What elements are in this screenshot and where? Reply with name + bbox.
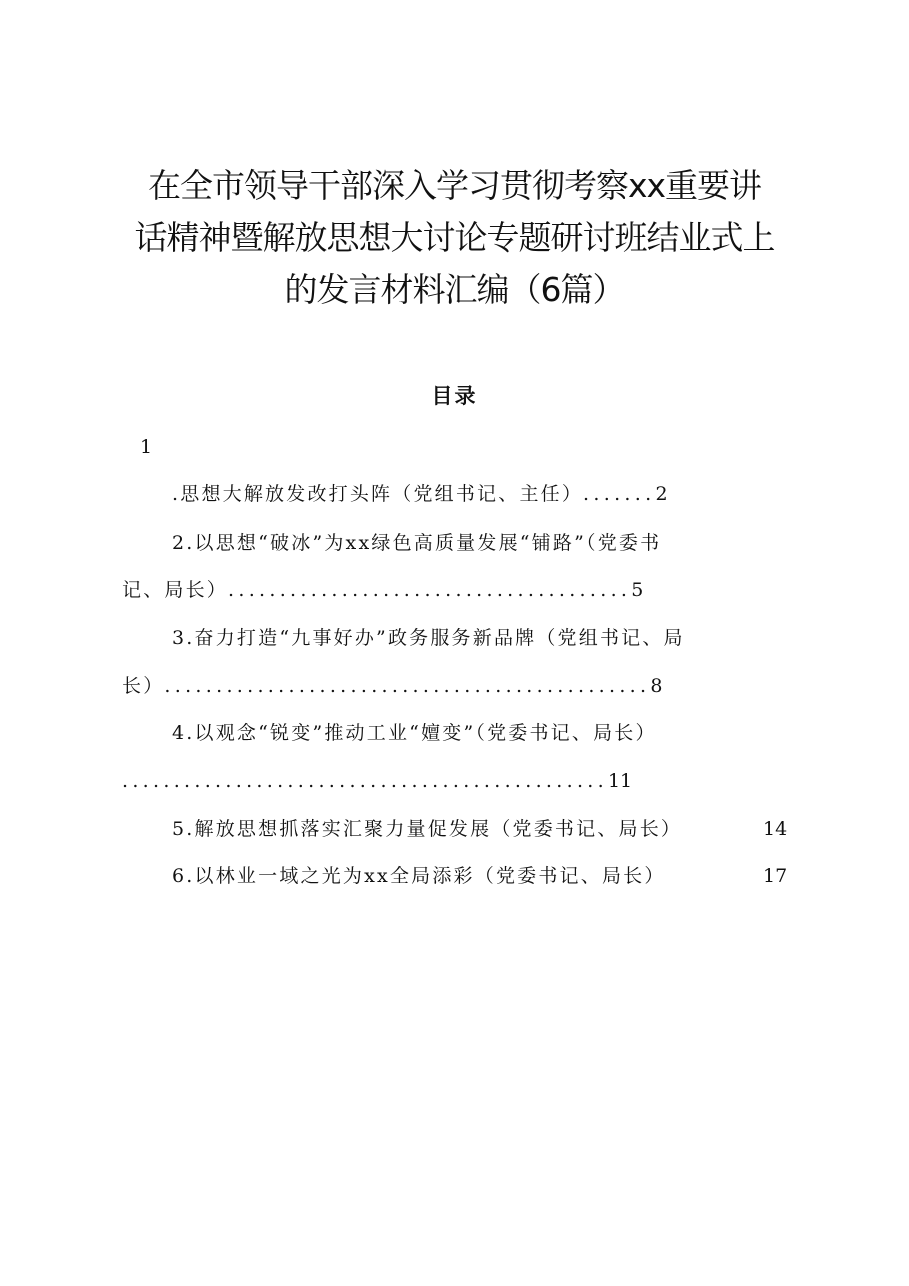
toc-page-number: 11 [607,770,633,792]
toc-entry-4-continuation[interactable] [122,769,632,793]
toc-entry-3-continuation[interactable] [122,674,662,698]
toc-entry-title: 2.以思想“破冰”为xx绿色高质量发展“铺路”（党委书 [172,532,662,554]
toc-page-number: 17 [763,865,788,887]
toc-leader-dots: ............................................... [164,675,651,697]
stray-page-marker: 1 [140,436,153,458]
title-line-3: 的发言材料汇编（6篇） [284,270,625,309]
toc-page-number: 8 [650,675,663,697]
toc-entry-6-page [763,864,787,888]
toc-heading: 目录 [431,383,478,408]
toc-leader-dots: ............................................... [122,770,608,792]
toc-entry-title: .思想大解放发改打头阵（党组书记、主任） [172,483,584,505]
toc-entry-2[interactable] [172,531,661,555]
toc-entry-title: 5.解放思想抓落实汇聚力量促发展（党委书记、局长） [172,818,683,840]
toc-leader-dots: ....... [583,483,656,505]
toc-entry-title: 3.奋力打造“九事好办”政务服务新品牌（党组书记、局 [172,627,685,649]
toc-entry-title: 6.以林业一域之光为xx全局添彩（党委书记、局长） [172,865,666,887]
toc-page-number: 2 [655,483,668,505]
toc-entry-title: 4.以观念“锐变”推动工业“嬗变”（党委书记、局长） [172,722,657,744]
toc-page-number: 14 [763,818,788,840]
toc-entry-3[interactable] [172,626,685,650]
toc-entry-title: 长） [122,675,165,697]
toc-page-number: 5 [631,579,644,601]
toc-entry-title: 记、局长） [122,579,229,601]
toc-entry-5-page [763,817,787,841]
toc-entry-6[interactable] [172,864,666,888]
document-title [100,160,809,316]
toc-entry-2-continuation[interactable] [122,578,643,602]
toc-leader-dots: ....................................... [228,579,632,601]
title-line-2: 话精神暨解放思想大讨论专题研讨班结业式上 [134,218,775,257]
toc-entry-5[interactable] [172,817,682,841]
toc-entry-1[interactable] [172,482,668,506]
title-line-1: 在全市领导干部深入学习贯彻考察xx重要讲 [147,166,762,205]
toc-entry-4[interactable] [172,721,657,745]
